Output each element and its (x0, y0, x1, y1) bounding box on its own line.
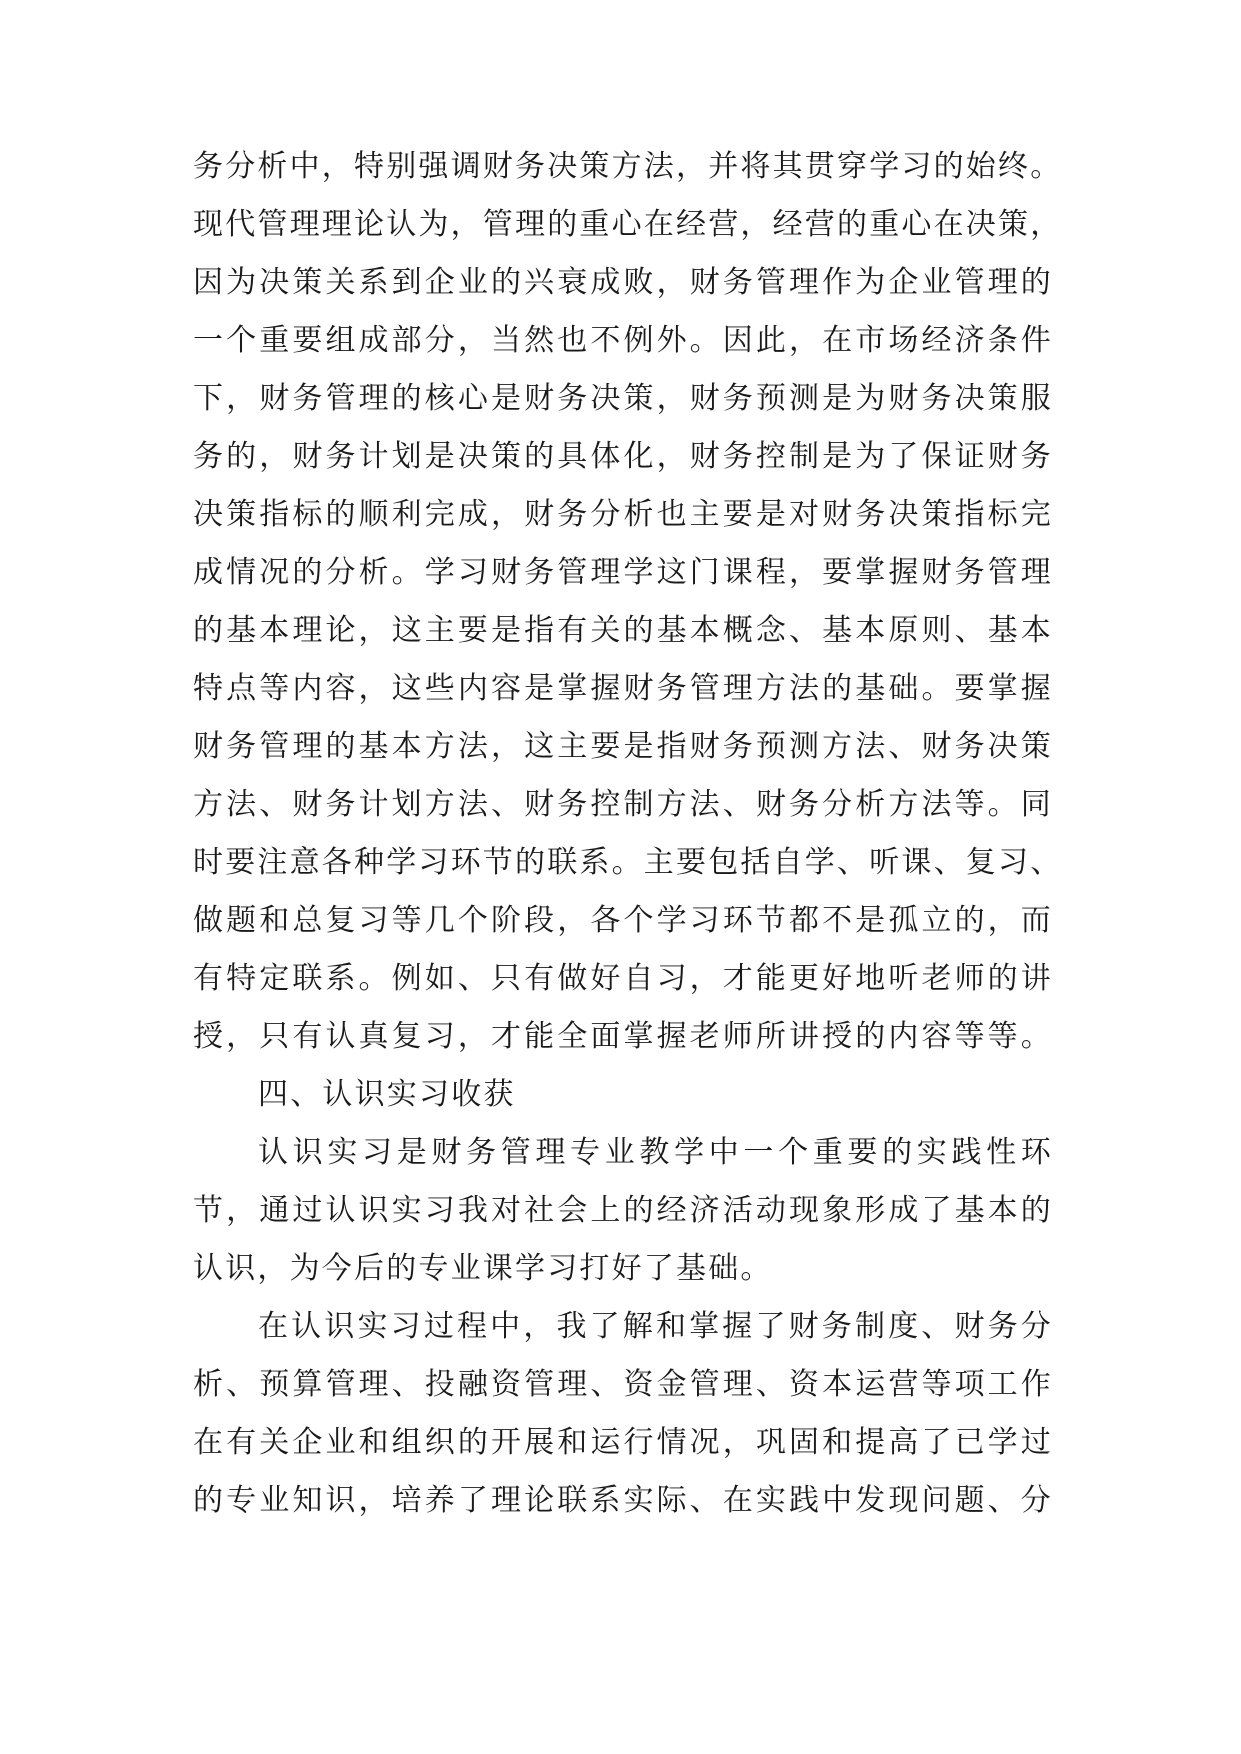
body-text-line: 决策指标的顺利完成，财务分析也主要是对财务决策指标完 (193, 497, 1053, 532)
body-text-line: 一个重要组成部分，当然也不例外。因此，在市场经济条件 (193, 323, 1053, 358)
body-text-line: 务的，财务计划是决策的具体化，财务控制是为了保证财务 (193, 439, 1053, 474)
body-text-line: 在有关企业和组织的开展和运行情况，巩固和提高了已学过 (193, 1425, 1053, 1460)
body-text-line: 的专业知识，培养了理论联系实际、在实践中发现问题、分 (193, 1483, 1053, 1518)
body-text-line: 财务管理的基本方法，这主要是指财务预测方法、财务决策 (193, 729, 1053, 764)
body-text-line: 现代管理理论认为，管理的重心在经营，经营的重心在决策， (193, 207, 1063, 242)
body-text-line: 授，只有认真复习，才能全面掌握老师所讲授的内容等等。 (193, 1019, 1053, 1054)
body-text-line: 节，通过认识实习我对社会上的经济活动现象形成了基本的 (193, 1193, 1053, 1228)
body-text-line: 认识实习是财务管理专业教学中一个重要的实践性环 (258, 1135, 1053, 1170)
body-text-line: 成情况的分析。学习财务管理学这门课程，要掌握财务管理 (193, 555, 1053, 590)
body-text-line: 认识，为今后的专业课学习打好了基础。 (193, 1251, 773, 1286)
body-text-line: 方法、财务计划方法、财务控制方法、财务分析方法等。同 (193, 787, 1053, 822)
body-text-line: 特点等内容，这些内容是掌握财务管理方法的基础。要掌握 (193, 671, 1053, 706)
body-text-line: 做题和总复习等几个阶段，各个学习环节都不是孤立的，而 (193, 903, 1053, 938)
body-text-line: 的基本理论，这主要是指有关的基本概念、基本原则、基本 (193, 613, 1053, 648)
body-text-line: 因为决策关系到企业的兴衰成败，财务管理作为企业管理的 (193, 265, 1053, 300)
body-text-line: 析、预算管理、投融资管理、资金管理、资本运营等项工作 (193, 1367, 1053, 1402)
body-text-line: 有特定联系。例如、只有做好自习，才能更好地听老师的讲 (193, 961, 1053, 996)
body-text-line: 在认识实习过程中，我了解和掌握了财务制度、财务分 (258, 1309, 1053, 1344)
body-text-line: 时要注意各种学习环节的联系。主要包括自学、听课、复习、 (193, 845, 1063, 880)
body-text-line: 务分析中，特别强调财务决策方法，并将其贯穿学习的始终。 (193, 149, 1063, 184)
body-text-line: 下，财务管理的核心是财务决策，财务预测是为财务决策服 (193, 381, 1053, 416)
section-heading: 四、认识实习收获 (258, 1077, 516, 1112)
